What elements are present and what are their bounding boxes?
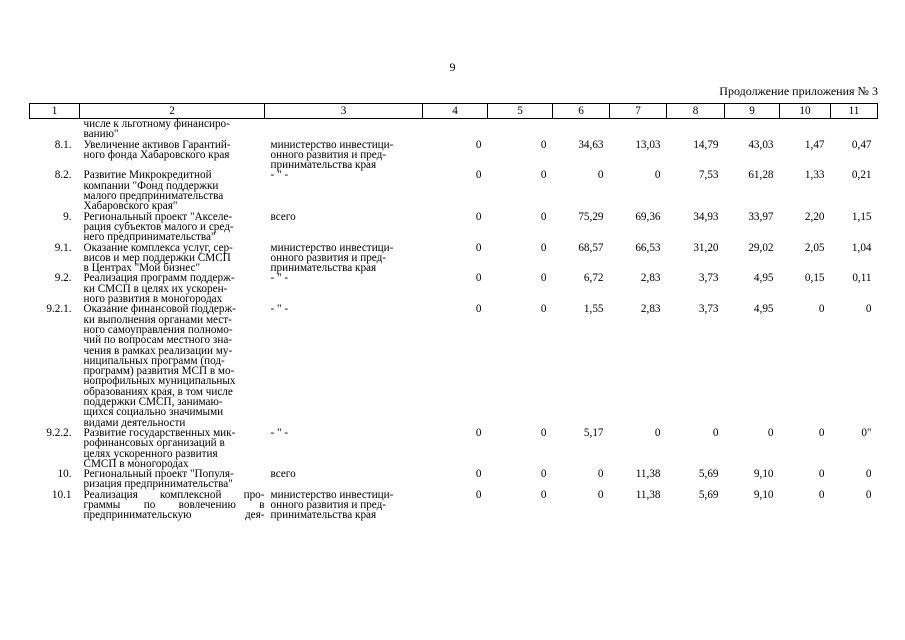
column-header-7: 7 (610, 104, 667, 119)
table-row (30, 428, 878, 469)
row-value-col-5: 0 (540, 210, 547, 223)
row-value-col-9: 4,95 (753, 272, 774, 285)
row-executor (265, 119, 423, 140)
row-value-col-8: 5,69 (698, 468, 719, 481)
row-number: 10. (57, 468, 72, 481)
row-value-col-4: 0 (475, 138, 482, 151)
row-value-col-11: 0,47 (851, 138, 872, 151)
row-value-col-5: 0 (540, 138, 547, 151)
row-value-col-9: 43,03 (748, 138, 774, 151)
continuation-label: Продолжение приложения № 3 (719, 84, 878, 98)
row-value-col-9: 29,02 (748, 241, 774, 254)
row-executor: министерство инвестици- онного развития и пред- принимательства края (270, 138, 394, 172)
row-value-col-9: 61,28 (748, 169, 774, 182)
row-value-col-6: 34,63 (578, 138, 604, 151)
row-name: Региональный проект "Акселе- рация субъектов малого и сред- него предпринимательства" (83, 210, 234, 244)
row-name: Развитие государственных мик- рофинансовых организаций в целях ускоренного развития СМСП в моногородах (83, 426, 236, 470)
row-value-col-7: 0 (654, 169, 661, 182)
row-value-col-4: 0 (475, 210, 482, 223)
row-value-col-10: 0 (818, 468, 825, 481)
row-value-col-9: 9,10 (753, 488, 774, 501)
row-value-col-10: 0,15 (804, 272, 825, 285)
row-value-col-11: 0,21 (851, 169, 872, 182)
row-value-col-5: 0 (540, 468, 547, 481)
row-executor: всего (270, 468, 296, 481)
row-value-col-10: 2,05 (804, 241, 825, 254)
row-value-col-11 (831, 119, 878, 140)
table-row (30, 170, 878, 211)
row-value-col-11: 0 (865, 303, 872, 316)
row-value-col-5: 0 (540, 169, 547, 182)
table-row (30, 469, 878, 490)
row-value-col-11: 1,15 (851, 210, 872, 223)
column-header-11: 11 (831, 104, 878, 119)
column-header-3: 3 (265, 104, 423, 119)
column-header-6: 6 (553, 104, 610, 119)
row-value-col-11: 0 (865, 488, 872, 501)
row-value-col-11: 1,04 (851, 241, 872, 254)
row-number: 9.2.2. (46, 426, 72, 439)
row-value-col-5: 0 (540, 426, 547, 439)
row-value-col-7: 11,38 (635, 488, 661, 501)
row-number: 9.2.1. (46, 303, 72, 316)
row-value-col-7: 2,83 (640, 272, 661, 285)
row-value-col-10: 0 (818, 303, 825, 316)
row-value-col-7: 66,53 (635, 241, 661, 254)
row-name: числе к льготному финансиро- ванию" (83, 118, 230, 141)
row-value-col-10 (780, 119, 831, 140)
row-value-col-8: 34,93 (693, 210, 719, 223)
row-value-col-6: 5,17 (583, 426, 604, 439)
row-value-col-5: 0 (540, 272, 547, 285)
row-value-col-11: 0" (861, 426, 872, 439)
row-value-col-6: 75,29 (578, 210, 604, 223)
column-header-10: 10 (780, 104, 831, 119)
row-executor: - " - (270, 169, 289, 182)
row-name: Оказание комплекса услуг, сер- висов и мер поддержки СМСП в Центрах "Мой бизнес" (83, 241, 233, 275)
row-value-col-4: 0 (475, 426, 482, 439)
row-value-col-6 (553, 119, 610, 140)
column-header-4: 4 (423, 104, 488, 119)
row-value-col-5: 0 (540, 488, 547, 501)
row-value-col-8: 7,53 (698, 169, 719, 182)
row-value-col-8: 0 (712, 426, 719, 439)
row-value-col-4: 0 (475, 272, 482, 285)
budget-table (29, 103, 878, 521)
row-number: 10.1 (51, 488, 72, 501)
row-value-col-8: 3,73 (698, 272, 719, 285)
row-value-col-6: 1,55 (583, 303, 604, 316)
table-row (30, 243, 878, 274)
row-name: Реализация комплексной про- граммы по вовлечению в предпринимательскую дея- (83, 488, 265, 522)
column-header-8: 8 (667, 104, 725, 119)
row-value-col-10: 1,47 (804, 138, 825, 151)
table-row (30, 119, 878, 140)
row-value-col-6: 6,72 (583, 272, 604, 285)
row-value-col-10: 1,33 (804, 169, 825, 182)
row-executor: всего (270, 210, 296, 223)
row-value-col-6: 0 (597, 468, 604, 481)
table-row (30, 212, 878, 243)
row-value-col-9: 33,97 (748, 210, 774, 223)
row-value-col-4: 0 (475, 241, 482, 254)
row-value-col-6: 68,57 (578, 241, 604, 254)
row-value-col-7: 69,36 (635, 210, 661, 223)
row-value-col-11: 0,11 (852, 272, 872, 285)
column-header-5: 5 (488, 104, 553, 119)
row-name: Развитие Микрокредитной компании "Фонд поддержки малого предпринимательства Хабаровского края" (83, 169, 224, 213)
row-number: 8.1. (54, 138, 72, 151)
row-value-col-9: 0 (767, 426, 774, 439)
row-executor: министерство инвестици- онного развития и пред- принимательства края (270, 488, 394, 522)
row-value-col-8 (667, 119, 725, 140)
row-name: Оказание финансовой поддерж- ки выполнения органами мест- ного самоуправления полномо- чий по вопросам местного зна- чения в рамках реализации му- ниципальных программ (под- программ) развития МСП в мо- нопрофильных муниципальных образованиях края, в том числе поддержки СМСП, занимаю- щихся социально значимыми видами деятельности (83, 303, 236, 429)
row-value-col-4 (423, 119, 488, 140)
table-row (30, 140, 878, 171)
row-value-col-7: 11,38 (635, 468, 661, 481)
column-header-9: 9 (725, 104, 780, 119)
row-value-col-7: 13,03 (635, 138, 661, 151)
row-value-col-10: 2,20 (804, 210, 825, 223)
header-row (30, 104, 878, 119)
table-body (30, 119, 878, 521)
row-value-col-5 (488, 119, 553, 140)
row-name: Региональный проект "Популя- ризация предпринимательства" (83, 468, 234, 491)
row-value-col-4: 0 (475, 488, 482, 501)
row-executor: - " - (270, 272, 289, 285)
row-value-col-4: 0 (475, 468, 482, 481)
row-value-col-8: 14,79 (693, 138, 719, 151)
row-name: Увеличение активов Гарантий- ного фонда Хабаровского края (83, 138, 231, 161)
row-value-col-4: 0 (475, 169, 482, 182)
row-executor: - " - (270, 426, 289, 439)
row-value-col-7: 2,83 (640, 303, 661, 316)
row-value-col-9: 4,95 (753, 303, 774, 316)
row-value-col-10: 0 (818, 426, 825, 439)
page-number: 9 (449, 60, 456, 74)
row-value-col-11: 0 (865, 468, 872, 481)
row-executor: - " - (270, 303, 289, 316)
row-value-col-6: 0 (597, 169, 604, 182)
row-value-col-10: 0 (818, 488, 825, 501)
column-header-2: 2 (80, 104, 265, 119)
row-number: 9.1. (54, 241, 72, 254)
row-number: 9. (63, 210, 72, 223)
row-number (30, 119, 80, 140)
row-value-col-5: 0 (540, 241, 547, 254)
row-value-col-7 (610, 119, 667, 140)
row-value-col-9: 9,10 (753, 468, 774, 481)
row-number: 8.2. (54, 169, 72, 182)
row-value-col-8: 31,20 (693, 241, 719, 254)
table-row (30, 273, 878, 304)
row-value-col-4: 0 (475, 303, 482, 316)
row-executor: министерство инвестици- онного развития и пред- принимательства края (270, 241, 394, 275)
row-value-col-8: 5,69 (698, 488, 719, 501)
row-value-col-8: 3,73 (698, 303, 719, 316)
row-name: Реализация программ поддерж- ки СМСП в целях их ускорен- ного развития в моногородах (83, 272, 235, 306)
column-header-1: 1 (30, 104, 80, 119)
row-value-col-9 (725, 119, 780, 140)
row-value-col-5: 0 (540, 303, 547, 316)
row-value-col-6: 0 (597, 488, 604, 501)
row-value-col-7: 0 (654, 426, 661, 439)
table-row (30, 490, 878, 521)
table-row (30, 304, 878, 428)
row-number: 9.2. (54, 272, 72, 285)
